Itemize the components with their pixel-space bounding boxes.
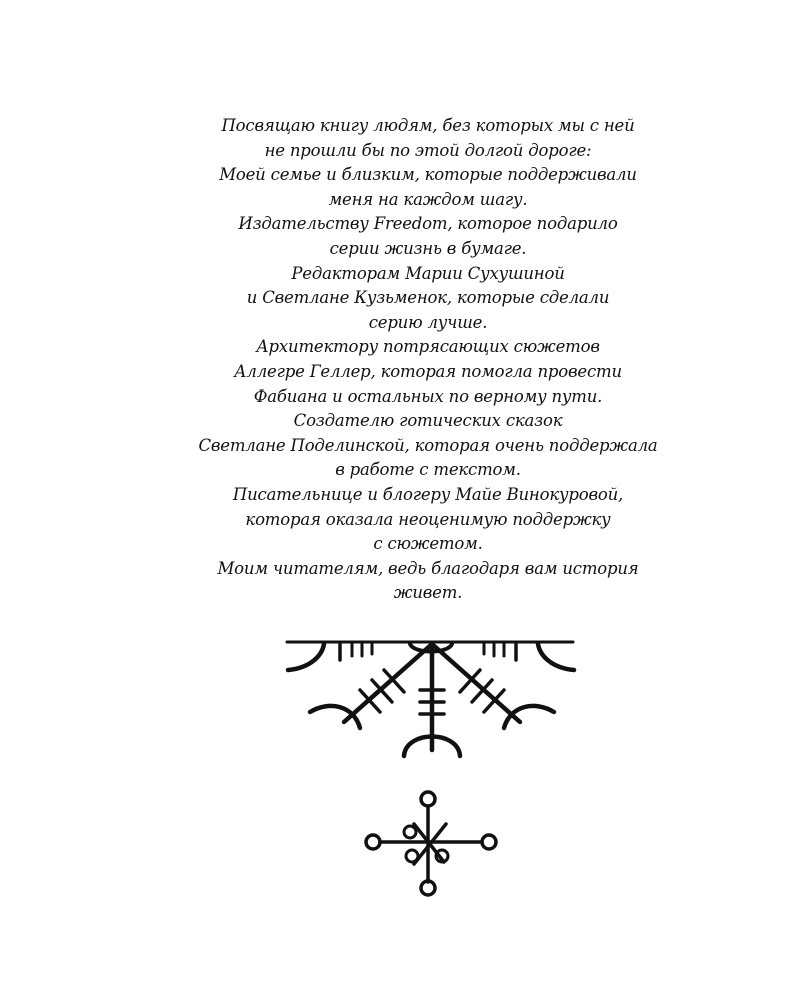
dedication-line: Посвящаю книгу людям, без которых мы с ней <box>221 116 635 135</box>
dedication-line: Архитектору потрясающих сюжетов <box>256 337 600 357</box>
dedication-line: не прошли бы по этой долгой дороге: <box>264 140 592 160</box>
dedication-line: Светлане Поделинской, которая очень поддержала <box>198 435 658 455</box>
dedication-line: с сюжетом. <box>373 534 483 554</box>
dedication-line: Создателю готических сказок <box>293 411 563 431</box>
dedication-line: Редакторам Марии Сухушиной <box>291 263 565 283</box>
dedication-line: серии жизнь в бумаге. <box>329 238 527 258</box>
dedication-line: серию лучше. <box>368 312 488 332</box>
helm-of-awe-half-rune-icon <box>0 630 800 770</box>
dedication-line: Писательнице и блогеру Майе Винокуровой, <box>232 484 624 504</box>
dedication-line: Аллегре Геллер, которая помогла провести <box>234 361 622 381</box>
dedication-line: которая оказала неоценимую поддержку <box>245 509 611 529</box>
dedication-line: меня на каждом шагу. <box>328 189 528 209</box>
dedication-line: живет. <box>393 583 463 603</box>
dedication-line: Моим читателям, ведь благодаря вам история <box>217 558 639 578</box>
dedication-line: Фабиана и остальных по верному пути. <box>253 386 603 406</box>
dedication-line: в работе с текстом. <box>335 460 521 480</box>
circle-ended-cross-rune-icon <box>0 784 800 904</box>
dedication-text <box>100 114 756 606</box>
dedication-line: и Светлане Кузьменок, которые сделали <box>246 288 610 308</box>
dedication-line: Моей семье и близким, которые поддерживали <box>219 165 637 185</box>
dedication-line: Издательству Freedom, которое подарило <box>238 214 618 234</box>
